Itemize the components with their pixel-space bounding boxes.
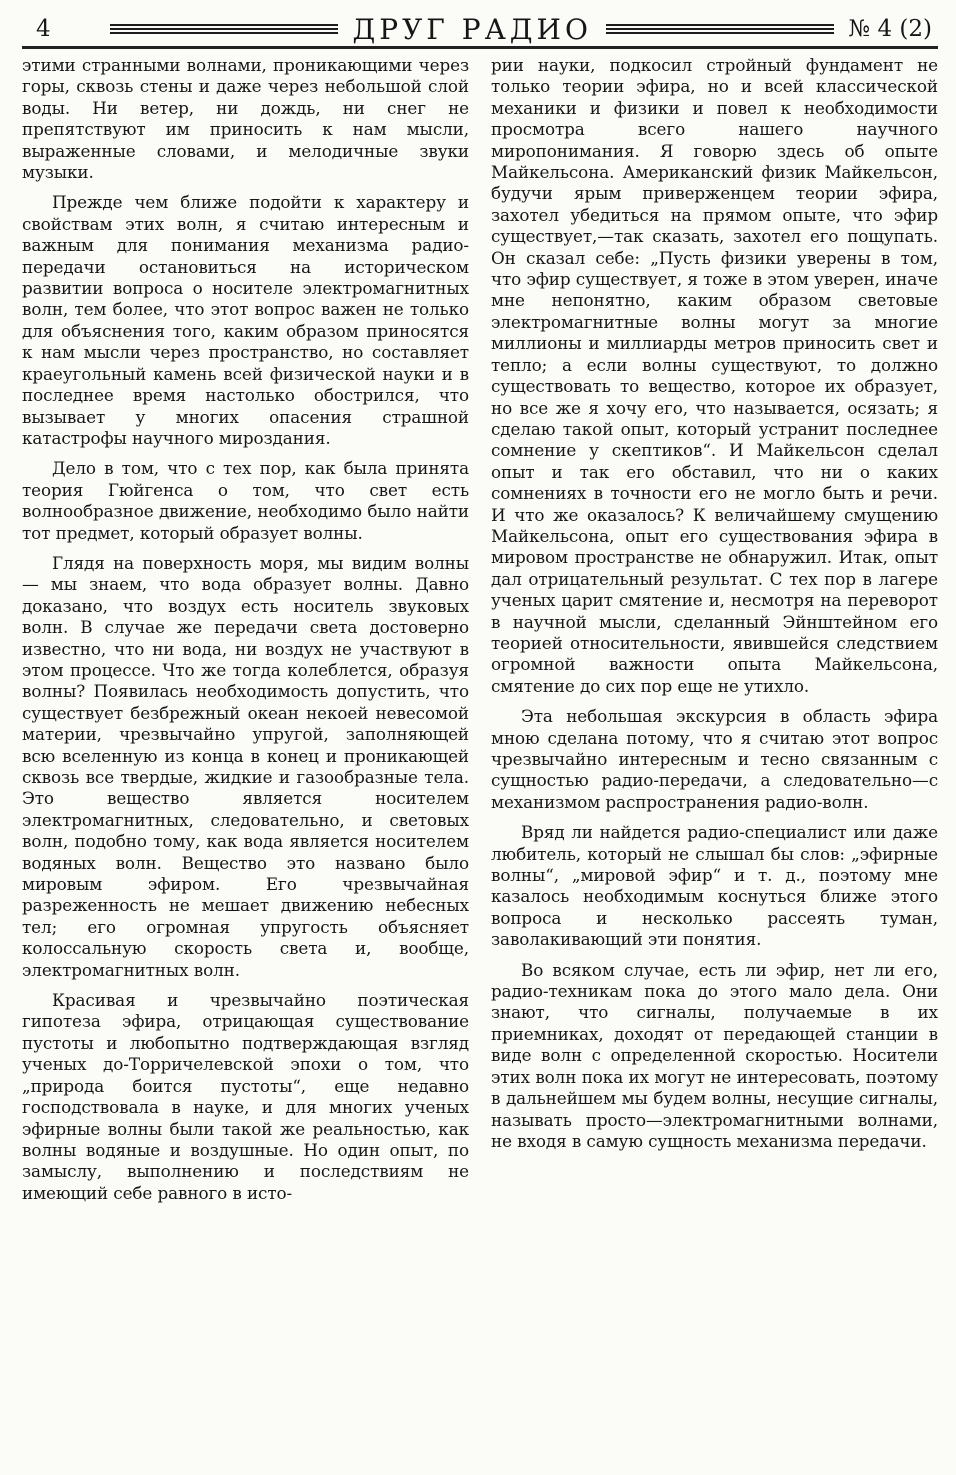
header-rule-right [606,24,834,35]
paragraph: этими странными волнами, проникающими через горы, сквозь стены и даже через небольшой слой воды. Ни ветер, ни дождь, ни снег не препятствуют им приносить к нам мысли, выраженные словами, и мелодичные звуки музыки. [22,55,469,183]
paragraph: Красивая и чрезвычайно поэтическая гипотеза эфира, отрицающая существование пустоты и любопытно подтверждающая взгляд ученых до-Торричелевской эпохи о том, что „природа боится пустоты“, еще недавно господствовала в науке, и для многих ученых эфирные волны были такой же реальностью, как волны водяные и воздушные. Но один опыт, по замыслу, выполнению и последствиям не имеющий себе равного в исто- [22,990,469,1203]
page-number: 4 [36,16,51,42]
paragraph: рии науки, подкосил стройный фундамент не только теории эфира, но и всей классической механики и физики и повел к необходимости просмотра всего нашего научного миропонимания. Я говорю здесь об опыте Майкельсона. Американский физик Майкельсон, будучи ярым приверженцем теории эфира, захотел убедиться на прямом опыте, что эфир существует,—так сказать, захотел его пощупать. Он сказал себе: „Пусть физики уверены в том, что эфир существует, я тоже в этом уверен, иначе мне непонятно, каким образом световые электромагнитные волны могут за многие миллионы и миллиарды метров приносить свет и тепло; а если волны существуют, то должно существовать то вещество, которое их образует, но все же я хочу его, что называется, осязать; я сделаю такой опыт, который устранит последнее сомнение у скептиков“. И Майкельсон сделал опыт и так его обставил, что ни о каких сомнениях в точности его не могло быть и речи. И что же оказалось? К величайшему смущению Майкельсона, опыт его существования эфира в мировом пространстве не обнаружил. Итак, опыт дал отрицательный результат. С тех пор в лагере ученых царит смятение и, несмотря на переворот в научной мысли, сделанный Эйнштейном его теорией относительности, явившейся следствием огромной важности опыта Майкельсона, смятение до сих пор еще не утихло. [491,55,938,696]
header-rule-left [110,24,338,35]
paragraph: Прежде чем ближе подойти к характеру и свойствам этих волн, я считаю интересным и важным для понимания механизма радио-передачи остановиться на историческом развитии вопроса о носителе электромагнитных волн, тем более, что этот вопрос важен не только для объяснения того, каким образом приносятся к нам мысли через пространство, но составляет краеугольный камень всей физической науки и в последнее время настолько обострился, что вызывает у многих опасения страшной катастрофы научного мироздания. [22,192,469,448]
paragraph: Вряд ли найдется радио-специалист или даже любитель, который не слышал бы слов: „эфирные волны“, „мировой эфир“ и т. д., поэтому мне казалось необходимым коснуться ближе этого вопроса и несколько рассеять туман, заволакивающий эти понятия. [491,822,938,950]
magazine-title: ДРУГ РАДИО [352,12,592,46]
paragraph: Глядя на поверхность моря, мы видим волны — мы знаем, что вода образует волны. Давно доказано, что воздух есть носитель звуковых волн. В случае же передачи света достоверно известно, что ни вода, ни воздух не участвуют в этом процессе. Что же тогда колеблется, образуя волны? Появилась необходимость допустить, что существует безбрежный океан некоей невесомой материи, чрезвычайно упругой, заполняющей всю вселенную из конца в конец и проникающей сквозь все твердые, жидкие и газообразные тела. Это вещество является носителем электромагнитных, следовательно, и световых волн, подобно тому, как вода является носителем водяных волн. Вещество это названо было мировым эфиром. Его чрезвычайная разреженность не мешает движению небесных тел; его огромная упругость объясняет колоссальную скорость света и, вообще, электромагнитных волн. [22,552,469,980]
paragraph: Эта небольшая экскурсия в область эфира мною сделана потому, что я считаю этот вопрос чрезвычайно интересным и тесно связанным с сущностью радио-передачи, а следовательно—с механизмом распространения радио-волн. [491,706,938,812]
issue-number: № 4 (2) [848,16,933,42]
left-column [22,55,469,1213]
right-column [491,55,938,1213]
article-body [22,55,938,1213]
paragraph: Во всяком случае, есть ли эфир, нет ли его, радио-техникам пока до этого мало дела. Они знают, что сигналы, получаемые в их приемниках, доходят от передающей станции в виде волн с определенной скоростью. Носители этих волн пока их могут не интересовать, поэтому в дальнейшем мы будем волны, несущие сигналы, называть просто—электромагнитными волнами, не входя в самую сущность механизма передачи. [491,959,938,1151]
paragraph: Дело в том, что с тех пор, как была принята теория Гюйгенса о том, что свет есть волнообразное движение, необходимо было найти тот предмет, который образует волны. [22,458,469,543]
page-header [22,12,938,49]
